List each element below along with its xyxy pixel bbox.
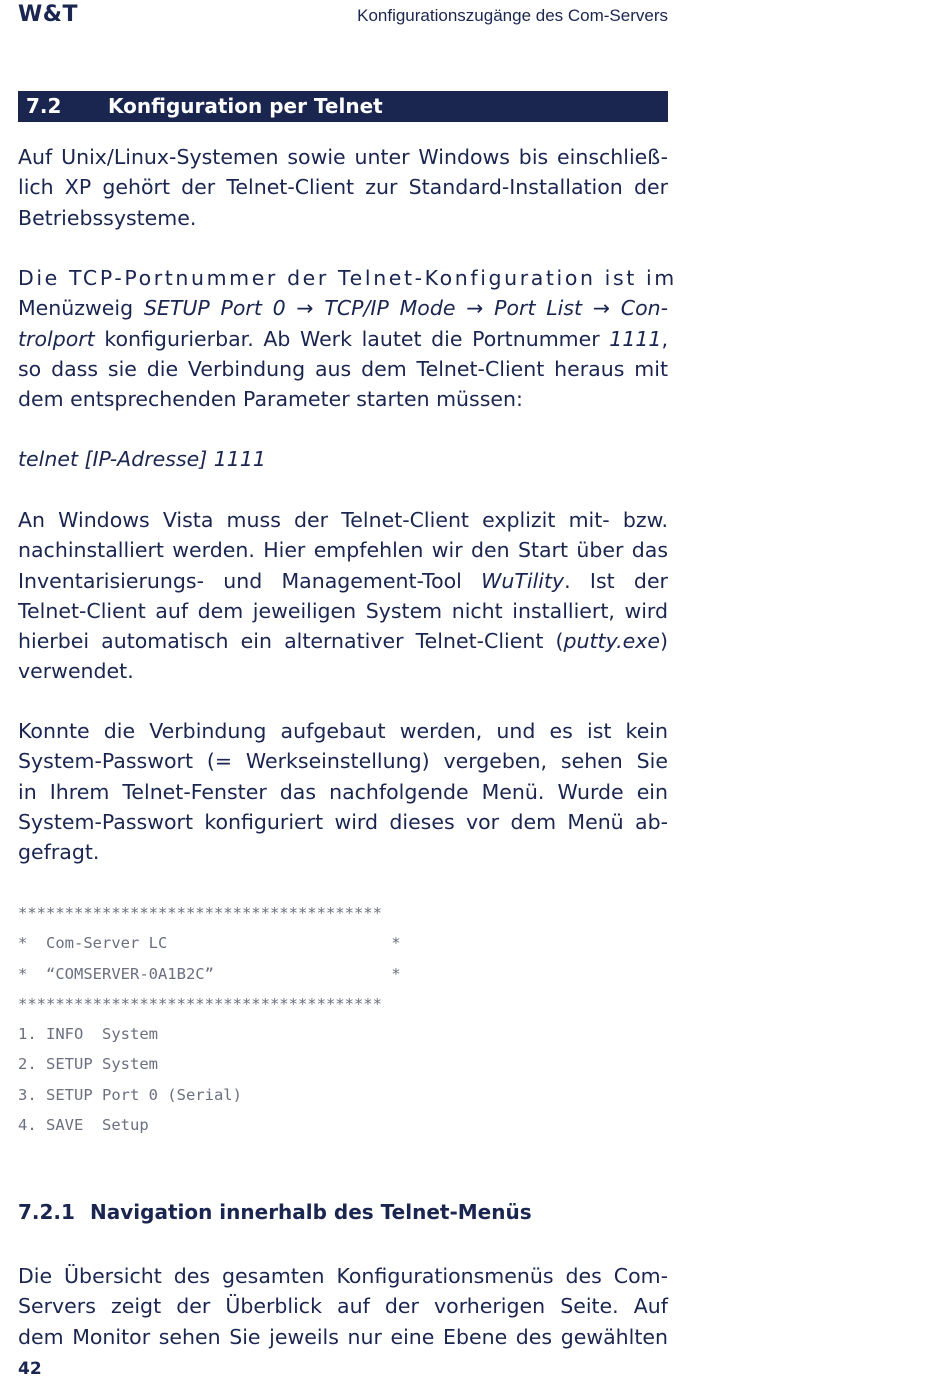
command-line xyxy=(18,444,668,474)
terminal-menu-item: 1. INFO System xyxy=(18,1025,158,1044)
terminal-menu-item: 3. SETUP Port 0 (Serial) xyxy=(18,1085,242,1104)
paragraph-intro xyxy=(18,142,668,233)
subsection-heading xyxy=(18,1200,532,1224)
terminal-menu-item: 4. SAVE Setup xyxy=(18,1116,149,1135)
text-span: konfigurierbar. Ab Werk lautet die Portnummer xyxy=(94,326,610,351)
terminal-menu-item: 2. SETUP System xyxy=(18,1055,158,1074)
text-line: so dass sie die Verbindung aus dem Telnet-Client heraus mit xyxy=(18,356,668,381)
terminal-hostname: * “COMSERVER-0A1B2C” * xyxy=(18,964,401,983)
text-line xyxy=(18,293,668,323)
page-number: 42 xyxy=(18,1359,42,1379)
program-name: putty.exe xyxy=(563,629,660,654)
text-line: lich XP gehört der Telnet-Client zur Standard-Installation der xyxy=(18,175,668,200)
terminal-border-top: *************************************** xyxy=(18,904,382,922)
terminal-border-bottom: *************************************** xyxy=(18,994,382,1013)
text-span: , xyxy=(661,326,668,351)
menu-path: SETUP Port 0 → TCP/IP Mode → Port List → Con- xyxy=(143,296,669,321)
text-line: System-Passwort (= Werkseinstellung) vergeben, sehen Sie xyxy=(18,749,668,774)
paragraph-portnumber xyxy=(18,263,677,414)
text-line: nachinstalliert werden. Hier empfehlen wir den Start über das xyxy=(18,538,668,563)
subsection-title: Navigation innerhalb des Telnet-Menüs xyxy=(90,1200,532,1224)
text-line xyxy=(18,566,668,596)
text-line: Servers zeigt der Überblick auf der vorherigen Seite. Auf xyxy=(18,1294,668,1319)
terminal-title: * Com-Server LC * xyxy=(18,934,401,953)
text-line xyxy=(18,324,668,354)
text-line: Konnte die Verbindung aufgebaut werden, und es ist kein xyxy=(18,719,668,743)
text-line: Die TCP-Portnummer der Telnet-Konfiguration ist im xyxy=(18,266,677,290)
text-line xyxy=(18,626,668,656)
text-line: in Ihrem Telnet-Fenster das nachfolgende Menü. Wurde ein xyxy=(18,779,668,804)
text-span: Menüzweig xyxy=(18,296,144,321)
text-line: verwendet. xyxy=(18,659,134,684)
text-line: System-Passwort konfiguriert wird dieses vor dem Menü ab- xyxy=(18,809,668,834)
tool-name: WuTility xyxy=(481,568,565,593)
text-line: An Windows Vista muss der Telnet-Client explizit mit- bzw. xyxy=(18,508,668,532)
text-span: ) xyxy=(660,629,668,654)
running-head: Konfigurationszugänge des Com-Servers xyxy=(357,6,668,25)
terminal-output xyxy=(18,898,401,1140)
text-line: Auf Unix/Linux-Systemen sowie unter Windows bis einschließ- xyxy=(18,145,668,169)
telnet-command: telnet [IP-Adresse] 1111 xyxy=(18,447,266,471)
section-title: Konfiguration per Telnet xyxy=(108,94,383,118)
text-line: Betriebssysteme. xyxy=(18,205,197,230)
paragraph-connection xyxy=(18,716,668,867)
text-line: dem entsprechenden Parameter starten müssen: xyxy=(18,387,523,412)
menu-path-end: trolport xyxy=(18,326,95,351)
paragraph-vista xyxy=(18,505,668,687)
section-heading xyxy=(18,91,668,122)
text-line: Telnet-Client auf dem jeweiligen System nicht installiert, wird xyxy=(18,598,668,623)
text-line: Die Übersicht des gesamten Konfigurationsmenüs des Com- xyxy=(18,1264,668,1288)
section-number: 7.2 xyxy=(26,94,62,118)
text-line xyxy=(18,444,668,474)
subsection-number: 7.2.1 xyxy=(18,1200,75,1224)
text-span: . Ist der xyxy=(564,568,668,593)
port-number: 1111 xyxy=(609,326,662,351)
text-span: Inventarisierungs- und Management-Tool xyxy=(18,568,482,593)
paragraph-overview xyxy=(18,1261,668,1352)
brand-logo: W&T xyxy=(18,2,78,27)
text-span: hierbei automatisch ein alternativer Telnet-Client ( xyxy=(18,629,564,654)
text-line: gefragt. xyxy=(18,840,100,865)
text-line: dem Monitor sehen Sie jeweils nur eine Ebene des gewählten xyxy=(18,1324,668,1349)
